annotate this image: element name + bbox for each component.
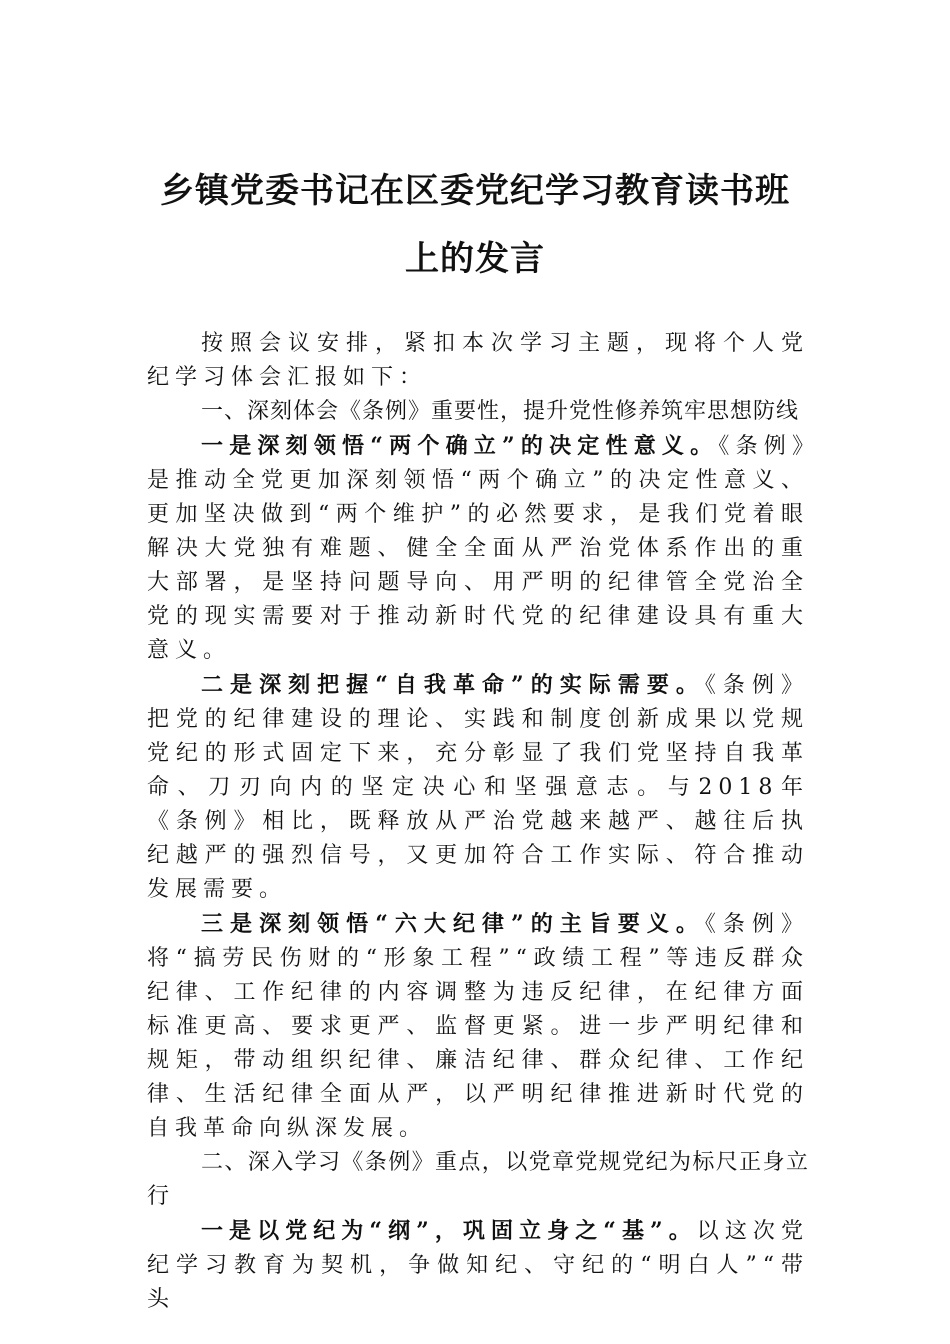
body-paragraph <box>147 668 809 907</box>
heading-text: 二、深入学习《条例》重点，以党章党规党纪为标尺正身立行 <box>147 1150 809 1209</box>
heading-text: 一、深刻体会《条例》重要性，提升党性修养筑牢思想防线 <box>201 399 800 424</box>
paragraph-text: 以这次党纪学习教育为契机，争做知纪、守纪的“明白人”“带头 <box>147 1219 809 1312</box>
paragraph-text: 按照会议安排，紧扣本次学习主题，现将个人党纪学习体会汇报如下： <box>147 331 809 390</box>
document-title-line-1: 乡镇党委书记在区委党纪学习教育读书班 <box>160 171 790 211</box>
paragraph-lead: 三是深刻领悟“六大纪律”的主旨要义。 <box>201 911 705 937</box>
paragraph-text: 《条例》把党的纪律建设的理论、实践和制度创新成果以党规党纪的形式固定下来，充分彰显了我们党坚持自我革命、刀刃向内的坚定决心和坚强意志。与2018年《条例》相比，既释放从严治党越来越严、越往后执纪越严的强烈信号，又更加符合工作实际、符合推动发展需要。 <box>147 673 809 902</box>
paragraph-lead: 一是深刻领悟“两个确立”的决定性意义。 <box>201 433 719 459</box>
body-paragraph <box>147 907 809 1146</box>
section-heading-2 <box>147 1146 809 1214</box>
document-body <box>147 327 809 1317</box>
body-paragraph <box>147 429 809 668</box>
paragraph-text: 《条例》将“搞劳民伤财的“形象工程”“政绩工程”等违反群众纪律、工作纪律的内容调整为违反纪律，在纪律方面标准更高、要求更严、监督更紧。进一步严明纪律和规矩，带动组织纪律、廉洁纪律、群众纪律、工作纪律、生活纪律全面从严，以严明纪律推进新时代党的自我革命向纵深发展。 <box>147 912 809 1141</box>
intro-paragraph <box>147 327 809 395</box>
paragraph-lead: 一是以党纪为“纲”，巩固立身之“基”。 <box>201 1218 697 1244</box>
document-title-line-2: 上的发言 <box>405 239 545 279</box>
body-paragraph <box>147 1214 809 1317</box>
paragraph-lead: 二是深刻把握“自我革命”的实际需要。 <box>201 672 705 698</box>
section-heading-1 <box>147 395 809 429</box>
paragraph-text: 《条例》是推动全党更加深刻领悟“两个确立”的决定性意义、更加坚决做到“两个维护”的必然要求，是我们党着眼解决大党独有难题、健全全面从严治党体系作出的重大部署，是坚持问题导向、用严明的纪律管全党治全党的现实需要对于推动新时代党的纪律建设具有重大意义。 <box>147 434 809 663</box>
